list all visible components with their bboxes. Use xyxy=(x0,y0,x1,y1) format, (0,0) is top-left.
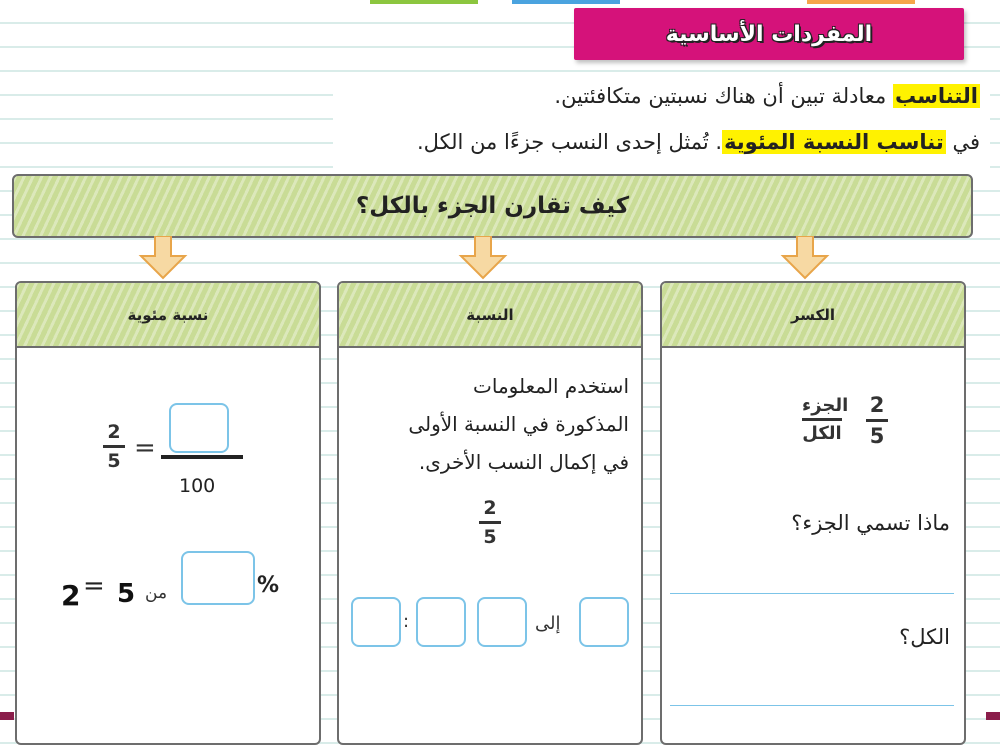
percent-value-box[interactable] xyxy=(181,551,255,605)
ratio-instructions xyxy=(408,367,629,481)
colon-sign: : xyxy=(403,611,410,632)
percent-answer-box[interactable] xyxy=(169,403,229,453)
fraction-denominator: 5 xyxy=(869,424,885,448)
ratio-column xyxy=(337,281,643,745)
number-five: 5 xyxy=(117,579,136,609)
answer-line[interactable] xyxy=(670,705,954,706)
intro-line-2-text: . تُمثل إحدى النسب جزءًا من الكل. xyxy=(416,130,723,154)
ratio-box-4[interactable] xyxy=(579,597,629,647)
to-label: إلى xyxy=(535,613,561,634)
intro-line-1-text: معادلة تبين أن هناك نسبتين متكافئتين. xyxy=(554,84,887,108)
page-title-box xyxy=(574,8,964,60)
word-fraction xyxy=(802,395,849,444)
hundred-label: 100 xyxy=(179,475,216,497)
percent-column-header: نسبة مئوية xyxy=(17,283,319,348)
equals-sign-2: = xyxy=(83,571,105,601)
ratio-box-3[interactable] xyxy=(477,597,527,647)
top-tab-orange xyxy=(807,0,915,4)
percent-sign: % xyxy=(257,573,280,598)
term-proportion: التناسب xyxy=(895,84,978,108)
fraction-numerator: 2 xyxy=(869,393,885,417)
answer-line[interactable] xyxy=(670,593,954,594)
banner-question: كيف تقارن الجزء بالكل؟ xyxy=(355,193,630,219)
page-title: المفردات الأساسية xyxy=(665,21,873,47)
ratio-box-2[interactable] xyxy=(416,597,466,647)
part-word: الجزء xyxy=(802,395,849,416)
term-percent-proportion: تناسب النسبة المئوية xyxy=(724,130,944,154)
down-arrow-icon xyxy=(780,236,830,280)
ratio-column-header: النسبة xyxy=(339,283,641,348)
fraction-column xyxy=(660,281,966,745)
intro-panel xyxy=(333,72,990,172)
ratio-numerator: 2 xyxy=(483,497,497,519)
fraction-bar xyxy=(161,455,243,459)
percent-fraction xyxy=(103,421,125,472)
page-edge-strip xyxy=(986,712,1000,720)
ratio-fraction xyxy=(479,497,501,548)
fraction-column-header: الكسر xyxy=(662,283,964,348)
of-label: من xyxy=(145,583,168,603)
percent-denominator: 5 xyxy=(107,450,121,472)
question-part: ماذا تسمي الجزء؟ xyxy=(791,511,950,535)
intro-line-1 xyxy=(554,84,980,108)
top-tab-blue xyxy=(512,0,620,4)
intro-line-2 xyxy=(417,130,980,154)
ratio-instruction-line: المذكورة في النسبة الأولى xyxy=(408,412,629,436)
question-banner xyxy=(12,174,973,238)
whole-word: الكل xyxy=(802,423,842,444)
number-two: 2 xyxy=(61,579,81,612)
question-whole: الكل؟ xyxy=(899,625,950,649)
ratio-instruction-line: استخدم المعلومات xyxy=(473,374,629,398)
page-edge-strip xyxy=(0,712,14,720)
number-fraction xyxy=(866,393,888,448)
percent-numerator: 2 xyxy=(107,421,121,443)
top-tab-green xyxy=(370,0,478,4)
ratio-denominator: 5 xyxy=(483,526,497,548)
equals-sign: = xyxy=(134,433,156,463)
percent-column xyxy=(15,281,321,745)
ratio-instruction-line: في إكمال النسب الأخرى. xyxy=(418,450,629,474)
down-arrow-icon xyxy=(458,236,508,280)
intro-line-2-prefix: في xyxy=(952,130,980,154)
down-arrow-icon xyxy=(138,236,188,280)
ratio-box-1[interactable] xyxy=(351,597,401,647)
